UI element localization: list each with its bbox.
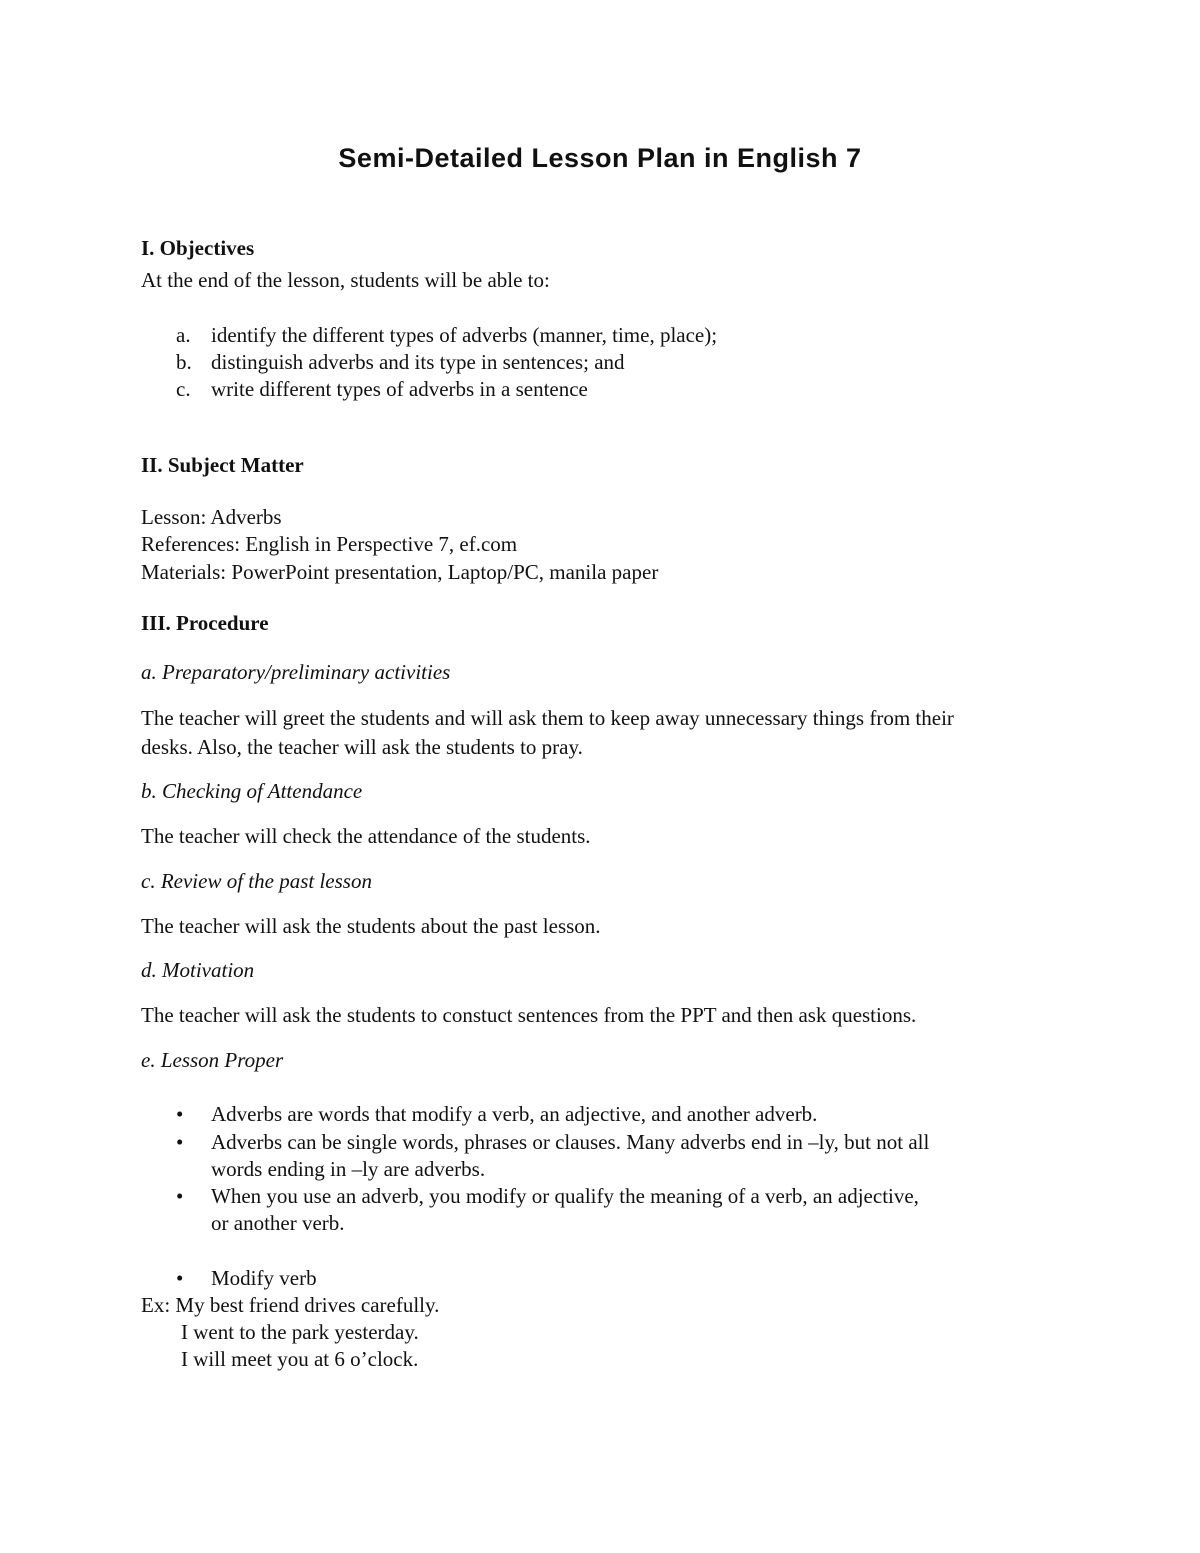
bullet-item: When you use an adverb, you modify or qualify the meaning of a verb, an adjective,: [211, 1184, 919, 1208]
modify-verb-bullet: Modify verb: [211, 1266, 317, 1290]
materials-line: Materials: PowerPoint presentation, Laptop/PC, manila paper: [141, 560, 659, 584]
bullet-dot: •: [176, 1184, 184, 1208]
objective-marker: a.: [176, 323, 191, 347]
objective-marker: c.: [176, 377, 191, 401]
references-line: References: English in Perspective 7, ef.com: [141, 532, 518, 556]
motivation-subheading: d. Motivation: [141, 958, 255, 982]
bullet-item: Adverbs can be single words, phrases or clauses. Many adverbs end in –ly, but not all: [211, 1130, 930, 1154]
example-line: Ex: My best friend drives carefully.: [141, 1293, 440, 1317]
bullet-item-continuation: or another verb.: [211, 1211, 345, 1235]
subject-matter-heading: II. Subject Matter: [141, 453, 304, 477]
objectives-intro: At the end of the lesson, students will be able to:: [141, 268, 550, 292]
attendance-text: The teacher will check the attendance of the students.: [141, 824, 591, 848]
page-title: Semi-Detailed Lesson Plan in English 7: [338, 143, 862, 173]
bullet-item: Adverbs are words that modify a verb, an adjective, and another adverb.: [211, 1102, 818, 1126]
attendance-subheading: b. Checking of Attendance: [141, 779, 363, 803]
preparatory-text-line2: desks. Also, the teacher will ask the students to pray.: [141, 735, 583, 759]
bullet-dot: •: [176, 1266, 184, 1290]
example-line: I went to the park yesterday.: [181, 1320, 419, 1344]
objective-item: write different types of adverbs in a sentence: [211, 377, 588, 401]
objective-item: distinguish adverbs and its type in sentences; and: [211, 350, 625, 374]
bullet-dot: •: [176, 1130, 184, 1154]
bullet-dot: •: [176, 1102, 184, 1126]
objective-item: identify the different types of adverbs (manner, time, place);: [211, 323, 718, 347]
lesson-line: Lesson: Adverbs: [141, 505, 282, 529]
review-text: The teacher will ask the students about the past lesson.: [141, 914, 601, 938]
objective-marker: b.: [176, 350, 192, 374]
preparatory-subheading: a. Preparatory/preliminary activities: [141, 660, 451, 684]
objectives-heading: I. Objectives: [141, 236, 255, 260]
lesson-proper-subheading: e. Lesson Proper: [141, 1048, 284, 1072]
preparatory-text-line1: The teacher will greet the students and will ask them to keep away unnecessary things from their: [141, 706, 954, 730]
review-subheading: c. Review of the past lesson: [141, 869, 372, 893]
procedure-heading: III. Procedure: [141, 611, 269, 635]
example-line: I will meet you at 6 o’clock.: [181, 1347, 419, 1371]
motivation-text: The teacher will ask the students to constuct sentences from the PPT and then ask questions.: [141, 1003, 917, 1027]
bullet-item-continuation: words ending in –ly are adverbs.: [211, 1157, 486, 1181]
